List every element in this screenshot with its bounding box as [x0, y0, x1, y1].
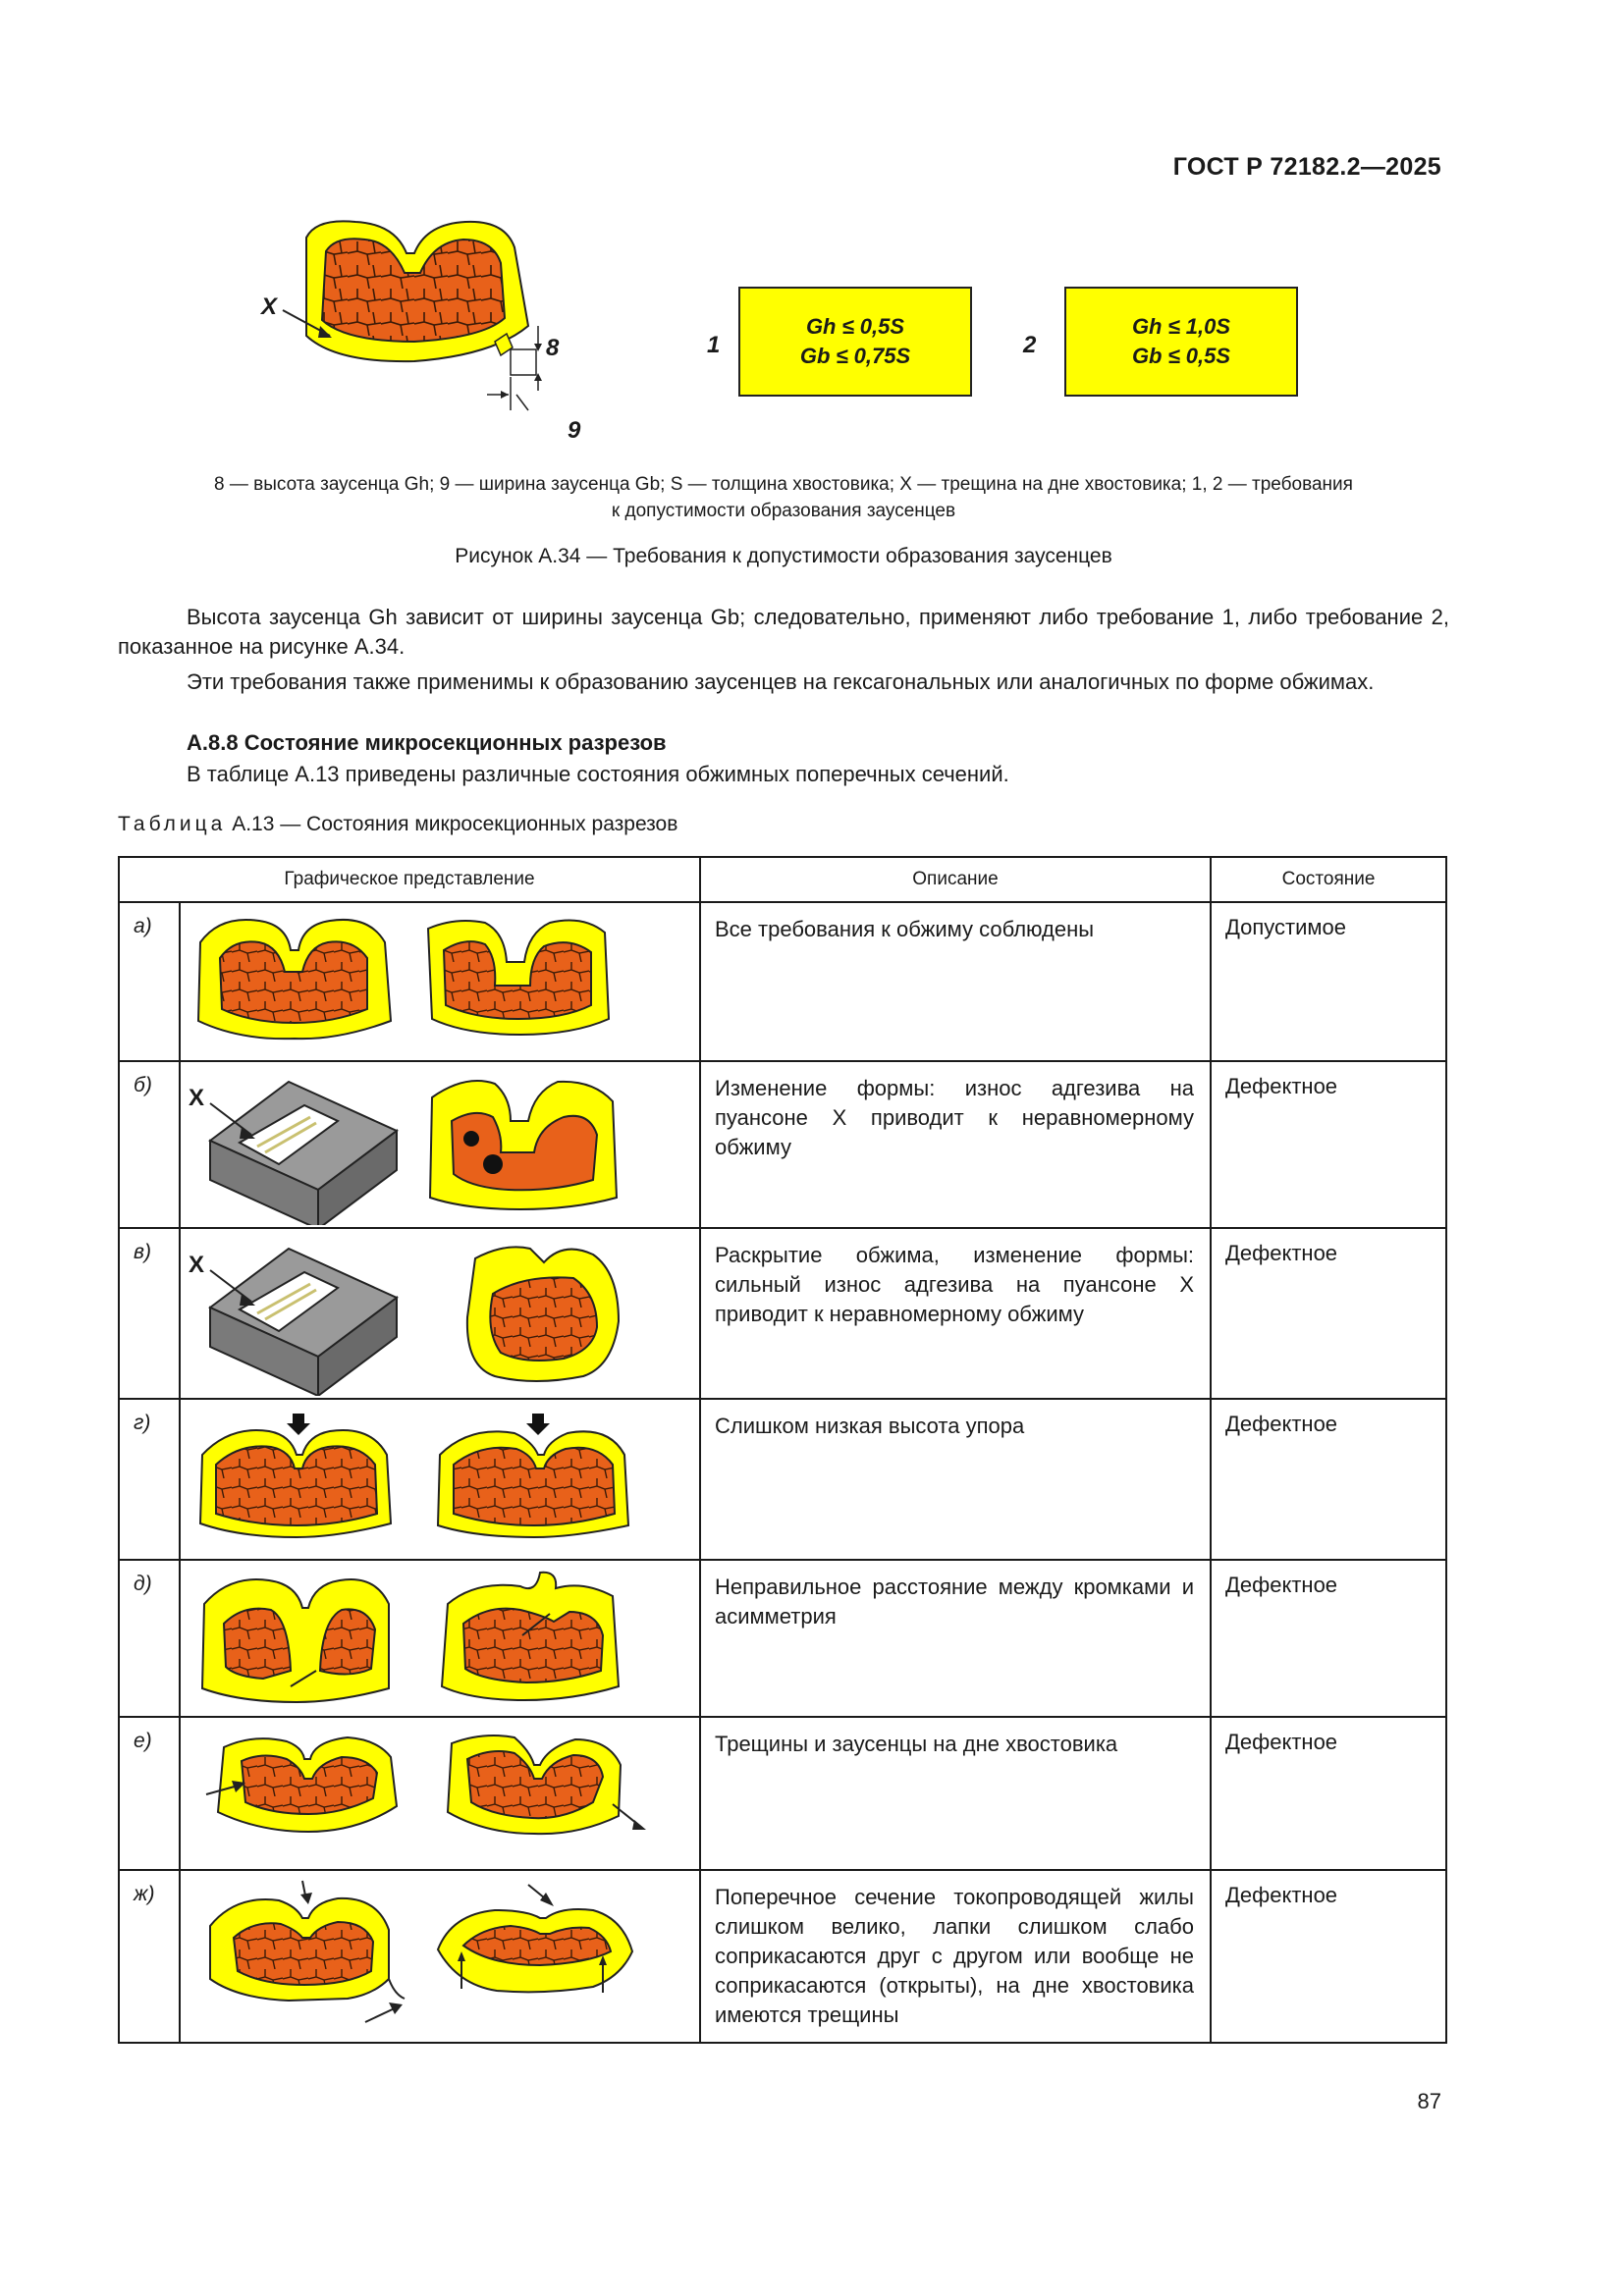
table-header-row [119, 857, 1446, 902]
row-description: Трещины и заусенцы на дне хвостовика [700, 1717, 1211, 1870]
row-label: е) [119, 1717, 180, 1870]
paragraph-1: Высота заусенца Gh зависит от ширины заусенца Gb; следовательно, применяют либо требование 1, либо требование 2, показанное на рисунке А.34. [118, 605, 1449, 659]
die-label-x: X [189, 1085, 205, 1111]
row-label: в) [119, 1228, 180, 1399]
row-label: а) [119, 902, 180, 1061]
figure-label-8: 8 [546, 335, 560, 361]
header-graphic: Графическое представление [119, 857, 700, 902]
requirement-1-line1: Gh ≤ 0,5S [805, 314, 905, 339]
row-graphic [180, 902, 700, 1061]
section-heading: А.8.8 Состояние микросекционных разрезов [187, 730, 667, 755]
row-graphic [180, 1870, 700, 2043]
figure-legend-line1: 8 — высота заусенца Gh; 9 — ширина заусенца Gb; S — толщина хвостовика; X — трещина на дне хвостовика; 1, 2 — требования [214, 474, 1353, 495]
row-graphic [180, 1399, 700, 1560]
table-title [118, 813, 677, 836]
row-description: Поперечное сечение токопроводящей жилы слишком велико, лапки слишком слабо соприкасаются друг с другом или вообще не соприкасаются (открыты), на дне хвостовика имеются трещины [700, 1870, 1211, 2043]
requirement-1-line2: Gb ≤ 0,75S [799, 344, 911, 368]
row-description: Все требования к обжиму соблюдены [700, 902, 1211, 1061]
header-state: Состояние [1211, 857, 1446, 902]
requirement-1-box [738, 287, 972, 397]
requirement-2-line1: Gh ≤ 1,0S [1131, 314, 1231, 339]
standard-header: ГОСТ Р 72182.2—2025 [1172, 153, 1441, 181]
requirement-2-number: 2 [1023, 332, 1037, 358]
table-title-rest: А.13 — Состояния микросекционных разрезов [232, 813, 678, 835]
row-description: Изменение формы: износ адгезива на пуансоне X приводит к неравномерному обжиму [700, 1061, 1211, 1228]
table-row [119, 1399, 1446, 1560]
crimp-states-table [118, 856, 1447, 2044]
figure-label-x: X [261, 294, 278, 320]
row-graphic [180, 1717, 700, 1870]
row-state: Дефектное [1211, 1560, 1446, 1717]
table-row [119, 1560, 1446, 1717]
requirement-2-line2: Gb ≤ 0,5S [1131, 344, 1231, 368]
requirement-1-number: 1 [707, 332, 721, 358]
table-row [119, 1717, 1446, 1870]
row-label: г) [119, 1399, 180, 1560]
paragraph-2: Эти требования также применимы к образованию заусенцев на гексагональных или аналогичных по форме обжимах. [187, 669, 1375, 694]
table-title-word: Таблица [118, 813, 227, 835]
requirement-2-box [1064, 287, 1298, 397]
row-description: Слишком низкая высота упора [700, 1399, 1211, 1560]
row-state: Дефектное [1211, 1061, 1446, 1228]
row-graphic [180, 1560, 700, 1717]
row-label: ж) [119, 1870, 180, 2043]
row-label: б) [119, 1061, 180, 1228]
row-state: Дефектное [1211, 1228, 1446, 1399]
row-label: д) [119, 1560, 180, 1717]
page-number: 87 [1417, 2089, 1441, 2113]
figure-label-9: 9 [568, 417, 581, 444]
row-description: Раскрытие обжима, изменение формы: сильный износ адгезива на пуансоне X приводит к неравномерному обжиму [700, 1228, 1211, 1399]
table-row [119, 1870, 1446, 2043]
table-row [119, 902, 1446, 1061]
row-description: Неправильное расстояние между кромками и асимметрия [700, 1560, 1211, 1717]
figure-legend-line2: к допустимости образования заусенцев [611, 501, 956, 521]
header-description: Описание [700, 857, 1211, 902]
row-state: Дефектное [1211, 1870, 1446, 2043]
table-row [119, 1061, 1446, 1228]
figure-legend [118, 471, 1449, 524]
die-label-x: X [189, 1252, 205, 1278]
row-state: Дефектное [1211, 1717, 1446, 1870]
row-graphic [180, 1061, 700, 1228]
table-row [119, 1228, 1446, 1399]
row-state: Дефектное [1211, 1399, 1446, 1560]
figure-caption: Рисунок А.34 — Требования к допустимости образования заусенцев [455, 545, 1112, 567]
row-state: Допустимое [1211, 902, 1446, 1061]
row-graphic [180, 1228, 700, 1399]
paragraph-3: В таблице А.13 приведены различные состояния обжимных поперечных сечений. [187, 762, 1009, 786]
figure-crimp-drawing [247, 218, 640, 454]
